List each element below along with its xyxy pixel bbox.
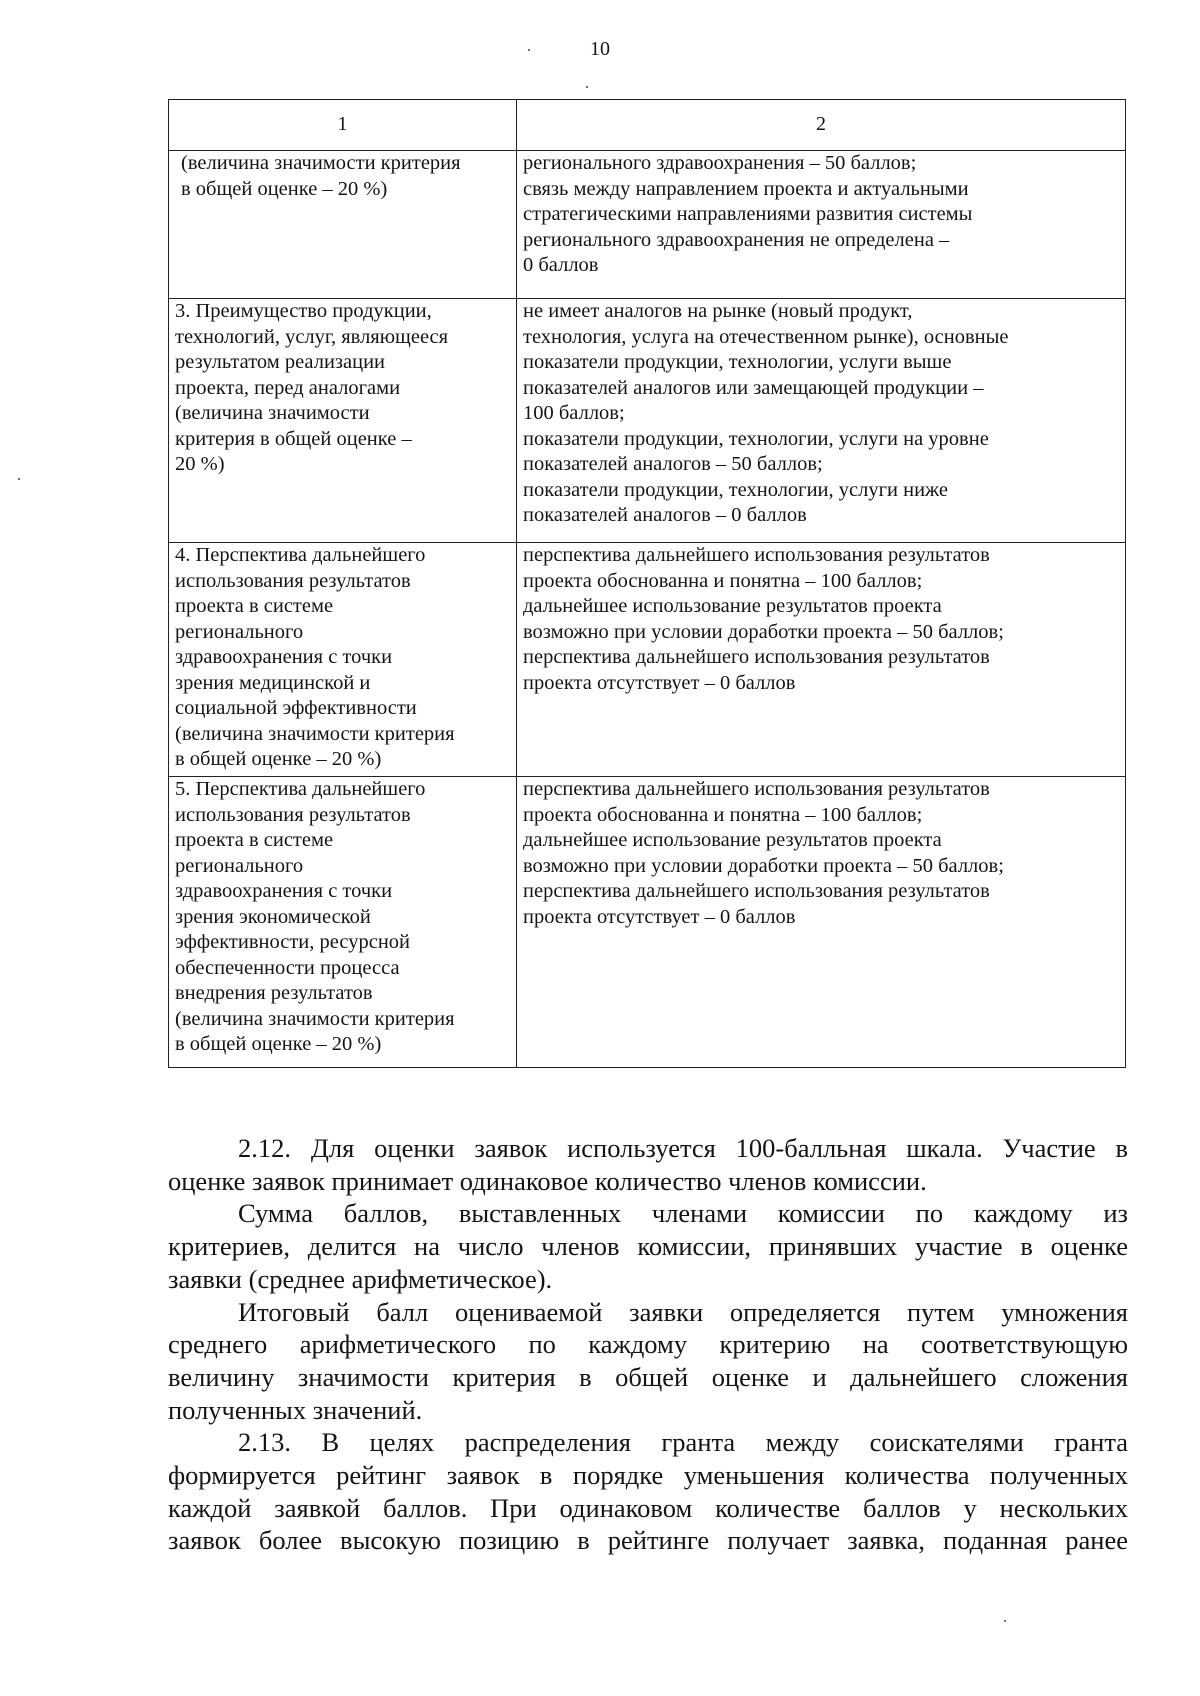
- scoring-line: стратегическими направлениями развития системы: [523, 203, 973, 225]
- table-row: [169, 299, 1126, 543]
- scoring-line: возможно при условии доработки проекта – 50 баллов;: [523, 854, 1004, 877]
- scoring-cell: [517, 777, 1126, 1068]
- criterion-line: обеспеченности процесса: [175, 956, 400, 979]
- paragraph-final-score: [168, 1296, 1128, 1427]
- scoring-line: показатели продукции, технологии, услуги выше: [523, 351, 952, 373]
- table-header-row: [169, 100, 1126, 151]
- scoring-line: проекта отсутствует – 0 баллов: [523, 905, 796, 928]
- scoring-line: 0 баллов: [523, 254, 599, 276]
- criterion-line: проекта в системе: [175, 829, 334, 851]
- column-header-2: 2: [517, 100, 1126, 151]
- criterion-line: зрения медицинской и: [175, 671, 371, 694]
- criterion-line: в общей оценке – 20 %): [175, 1033, 382, 1055]
- scoring-line: перспектива дальнейшего использования результатов: [523, 646, 990, 668]
- scoring-line: проекта обоснованна и понятна – 100 баллов;: [523, 803, 923, 826]
- paragraph-line: заявок более высокую позицию в рейтинге получает заявка, поданная ранее: [168, 1525, 1128, 1556]
- paragraph-2-12: [168, 1132, 1128, 1197]
- paragraph-line: величину значимости критерия в общей оценке и дальнейшего сложения: [168, 1361, 1128, 1392]
- paragraph-line: Итоговый балл оцениваемой заявки определяется путем умножения: [238, 1296, 1128, 1327]
- criterion-line: (величина значимости: [175, 402, 370, 424]
- scoring-line: показатели продукции, технологии, услуги ниже: [523, 478, 949, 501]
- scoring-line: связь между направлением проекта и актуальными: [523, 177, 969, 200]
- criterion-line: (величина значимости критерия: [175, 1007, 455, 1030]
- criterion-line: (величина значимости критерия: [181, 152, 461, 174]
- criterion-line: использования результатов: [175, 803, 411, 826]
- scoring-line: технология, услуга на отечественном рынке), основные: [523, 325, 1009, 348]
- scoring-line: 100 баллов;: [523, 402, 625, 424]
- scoring-line: регионального здравоохранения – 50 баллов;: [523, 152, 917, 174]
- criterion-line: проекта, перед аналогами: [175, 376, 401, 399]
- scoring-line: возможно при условии доработки проекта – 50 баллов;: [523, 620, 1004, 643]
- scoring-line: проекта обоснованна и понятна – 100 баллов;: [523, 569, 923, 592]
- criterion-line: в общей оценке – 20 %): [181, 177, 388, 200]
- criterion-line: (величина значимости критерия: [175, 722, 455, 745]
- criterion-line: здравоохранения с точки: [175, 880, 393, 902]
- page-number: 10: [590, 38, 610, 60]
- body-text: [168, 1132, 1128, 1557]
- scoring-line: регионального здравоохранения не определена –: [523, 228, 950, 251]
- paragraph-line: заявки (среднее арифметическое).: [168, 1263, 553, 1294]
- paragraph-line: каждой заявкой баллов. При одинаковом количестве баллов у нескольких: [168, 1492, 1128, 1523]
- criterion-line: 5. Перспектива дальнейшего: [175, 778, 426, 800]
- paragraph-line: полученных значений.: [168, 1394, 423, 1425]
- scoring-line: проекта отсутствует – 0 баллов: [523, 671, 796, 694]
- criterion-cell: [169, 777, 517, 1068]
- paragraph-line: формируется рейтинг заявок в порядке уменьшения количества полученных: [168, 1460, 1128, 1491]
- scoring-line: показателей аналогов или замещающей продукции –: [523, 376, 984, 399]
- scan-speck: [586, 86, 588, 88]
- scoring-line: перспектива дальнейшего использования результатов: [523, 880, 990, 902]
- paragraph-line: критериев, делится на число членов комиссии, принявших участие в оценке: [168, 1231, 1128, 1262]
- criterion-line: критерия в общей оценке –: [175, 427, 412, 450]
- criterion-line: зрения экономической: [175, 905, 371, 928]
- criterion-line: 3. Преимущество продукции,: [175, 300, 432, 322]
- scoring-line: дальнейшее использование результатов проекта: [523, 595, 942, 617]
- scan-speck: [1004, 1620, 1006, 1622]
- scan-speck: [528, 49, 530, 51]
- criterion-cell: [169, 543, 517, 777]
- paragraph-line: 2.13. В целях распределения гранта между соискателями гранта: [238, 1427, 1128, 1458]
- column-header-1: 1: [169, 100, 517, 151]
- criterion-line: проекта в системе: [175, 595, 334, 617]
- criterion-line: регионального: [175, 620, 304, 643]
- paragraph-sum-of-scores: [168, 1197, 1128, 1295]
- scoring-line: показателей аналогов – 50 баллов;: [523, 453, 823, 475]
- criterion-line: здравоохранения с точки: [175, 646, 393, 668]
- scan-speck: [18, 478, 20, 480]
- scoring-cell: [517, 299, 1126, 543]
- criterion-cell: [169, 299, 517, 543]
- criterion-line: регионального: [175, 854, 304, 877]
- criterion-cell: [169, 151, 517, 299]
- table-row: [169, 543, 1126, 777]
- table-row: [169, 777, 1126, 1068]
- paragraph-line: среднего арифметического по каждому критерию на соответствующую: [168, 1329, 1128, 1360]
- scoring-line: показатели продукции, технологии, услуги на уровне: [523, 427, 989, 450]
- scoring-line: не имеет аналогов на рынке (новый продукт,: [523, 300, 913, 322]
- criterion-line: 20 %): [175, 453, 225, 475]
- scoring-cell: [517, 543, 1126, 777]
- criterion-line: технологий, услуг, являющееся: [175, 325, 449, 348]
- paragraph-line: 2.12. Для оценки заявок используется 100-балльная шкала. Участие в: [238, 1133, 1128, 1163]
- scoring-line: перспектива дальнейшего использования результатов: [523, 778, 990, 800]
- table-row: [169, 151, 1126, 299]
- criterion-line: эффективности, ресурсной: [175, 931, 411, 953]
- criterion-line: результатом реализации: [175, 351, 386, 373]
- paragraph-line: оценке заявок принимает одинаковое количество членов комиссии.: [168, 1165, 927, 1196]
- scoring-line: дальнейшее использование результатов проекта: [523, 829, 942, 851]
- paragraph-2-13: [168, 1426, 1128, 1557]
- scoring-line: показателей аналогов – 0 баллов: [523, 504, 807, 526]
- criteria-table: [168, 99, 1126, 1068]
- scoring-cell: [517, 151, 1126, 299]
- criterion-line: внедрения результатов: [175, 982, 373, 1004]
- criterion-line: в общей оценке – 20 %): [175, 748, 382, 770]
- criterion-line: 4. Перспектива дальнейшего: [175, 544, 426, 566]
- paragraph-line: Сумма баллов, выставленных членами комиссии по каждому из: [238, 1198, 1128, 1229]
- scoring-line: перспектива дальнейшего использования результатов: [523, 544, 990, 566]
- criterion-line: использования результатов: [175, 569, 411, 592]
- criterion-line: социальной эффективности: [175, 697, 417, 719]
